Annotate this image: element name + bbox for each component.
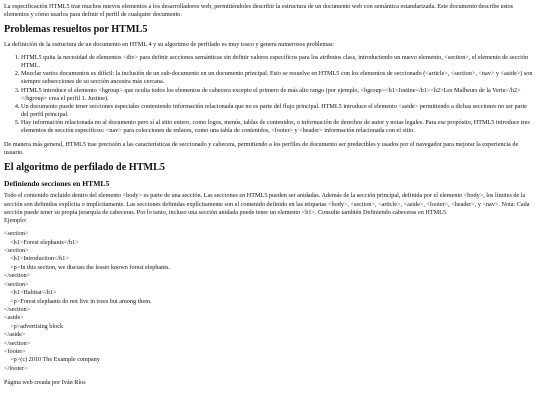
code-line: </section>: [4, 305, 31, 313]
page-footer: Página web creada por Iván Ríos: [4, 379, 86, 387]
intro-paragraph: La especificación HTML5 trae muchos nuevos elementos a los desarrolladores web, permitiéndoles describir la estructura de un documento web con semántica estandarizada. Este documento describe estos elementos y cómo usarlos para definir el perfil de cualquier documento.: [4, 3, 514, 19]
problems-lead-paragraph: La definición de la estructura de un documento en HTML 4 y su algoritmo de perfilado es muy tosco y genera numerosos problemas:: [4, 40, 335, 48]
code-example: [4, 230, 536, 373]
list-item: 1. HTML5 quita la necesidad de elementos <div> para definir secciones semánticas sin definir valores específicos para los atributos class, introduciendo un nuevo elemento, <section>, el elemento de sección HTML.: [21, 54, 536, 70]
subsection-heading-defining-sections: Definiendo secciones en HTML5: [4, 179, 110, 189]
code-line: <section>: [4, 280, 29, 288]
code-line: <h1>Introduction</h1>: [4, 255, 69, 263]
code-line: </footer>: [4, 364, 28, 372]
code-line: <section>: [4, 230, 29, 238]
code-line: <section>: [4, 246, 29, 254]
section-heading-algorithm: El algoritmo de perfilado de HTML5: [4, 162, 166, 174]
code-line: <h1>Forest elephants</h1>: [4, 238, 79, 246]
list-item: 2. Mezclar varios documentos es difícil: la inclusión de un sub-documento en un documento principal. Esto se resuelve en HTML5 con los elementos de seccionado (<article>, <section>, <nav> y <aside>) son siempre subsecciones de su sección ancestra más cercana.: [21, 70, 536, 86]
list-item: 4. Un documento puede tener secciones especiales conteniendo información relacionada que no es parte del flujo principal. HTML5 introduce el elemento <aside> permitiendo a dichas secciones no ser parte del perfil principal.: [21, 103, 536, 119]
code-line: <p>advertising block: [4, 322, 64, 330]
example-label: Ejemplo:: [4, 216, 27, 224]
list-item: 5. Hay información relacionada no al documento pero sí al sitio entero, como logos, menús, tablas de contenidos, o información de derechos de autor y notas legales. Para ese propósito, HTML5 introduce tres elementos de sección específicos: <nav> para colecciones de enlaces, como una tabla de contenidos, <footer> y <header> información relacionada con el sitio.: [21, 119, 536, 135]
code-line: <h1>Habitat</h1>: [4, 289, 57, 297]
problems-list: [4, 54, 536, 136]
code-line: <p>(c) 2010 The Example company: [4, 356, 100, 364]
list-item: 3. HTML5 introduce el elemento <hgroup> que oculta todos los elementos de cabecera excepto el primero de más alto rango (por ejemplo, <hgroup><h1>Justine</h1><h2>Les Malheurs de la Vertu</h2></hgroup> crea el perfil 1. Justine).: [21, 87, 536, 103]
code-line: <p>In this section, we discuss the lesser known forest elephants.: [4, 263, 170, 271]
code-line: </section>: [4, 339, 31, 347]
code-line: <aside>: [4, 314, 24, 322]
problems-conclusion-paragraph: De manera más general, HTML5 trae precisión a las características de seccionado y cabecera, permitiendo a los perfiles de documento ser predecibles y usados por el navegador para mejorar la experiencia de usuario.: [4, 140, 519, 156]
section-heading-problems: Problemas resueltos por HTML5: [4, 24, 148, 36]
defining-sections-body: Todo el contenido incluido dentro del elemento <body> es parte de una sección. Las secciones en HTML5 pueden ser anidadas. Además de la sección principal, definida por el elemento <body>, los límites de la sección son definidos explícita o implícitamente. Las secciones definidas explícitamente son el contenido definido en las etiquetas <body>, <section>, <article>, <aside>, <footer>, <header>, y <nav>. Nota: Cada sección puede tener su propia jerarquía de cabeceras. Por lo tanto, incluso una sección anidada puede tener un elemento <h1>. Consulte también Definiendo cabeceras en HTML5.: [4, 192, 530, 216]
code-line: <footer>: [4, 348, 26, 356]
code-line: </section>: [4, 272, 31, 280]
code-line: </aside>: [4, 331, 26, 339]
defining-sections-paragraph: [4, 192, 536, 225]
code-line: <p>Forest elephants do not live in trees but among them.: [4, 297, 152, 305]
